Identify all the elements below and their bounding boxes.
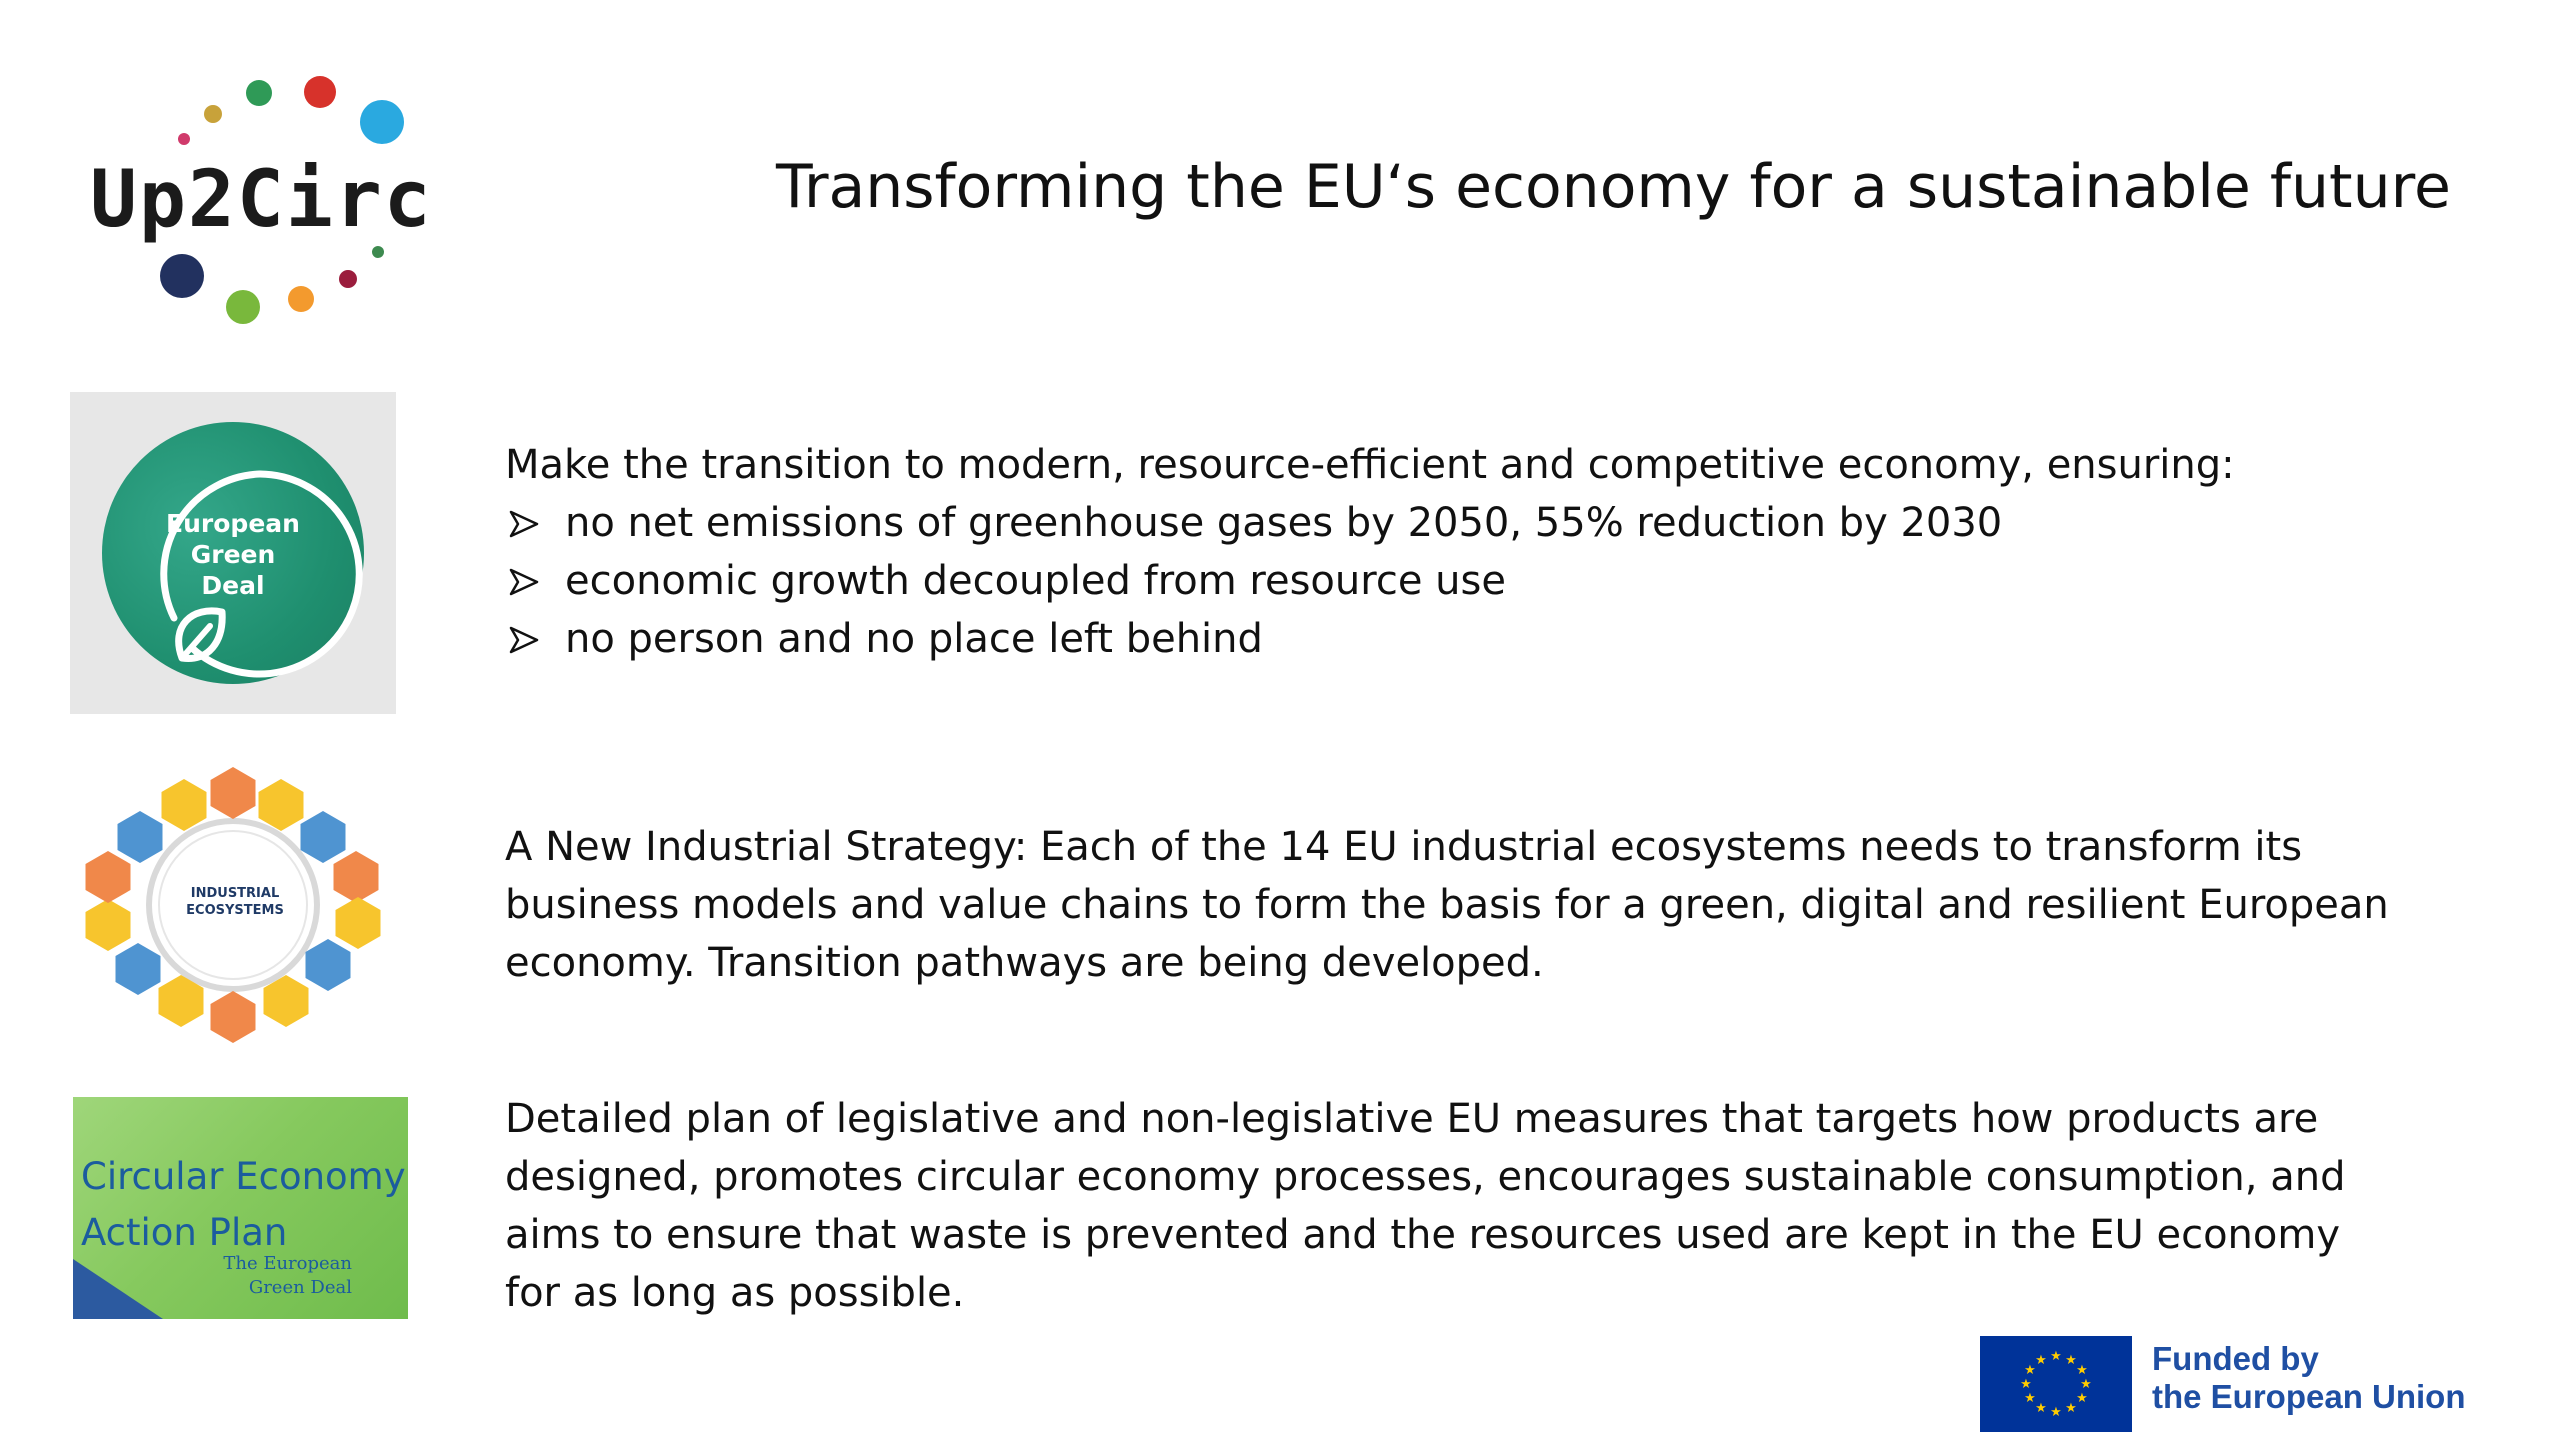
eu-funding-logo [1980, 1336, 2500, 1434]
logo-dot [360, 100, 404, 144]
green-deal-text [505, 436, 2455, 668]
page-title: Transforming the EU‘s economy for a sustainable future [776, 152, 2451, 222]
logo-dot [339, 270, 357, 288]
green-deal-intro: Make the transition to modern, resource-efficient and competitive economy, ensuring: [505, 442, 2235, 488]
circular-economy-text [505, 1090, 2405, 1322]
svg-text:★: ★ [2080, 1377, 2092, 1392]
arrowhead-bullet-icon [509, 510, 539, 538]
svg-text:★: ★ [2076, 1363, 2088, 1378]
circular-economy-paragraph: Detailed plan of legislative and non-legislative EU measures that targets how products are designed, promotes circular economy processes, encourages sustainable consumption, and aims to ensure that waste is prevented and the resources used are kept in the EU economy for as long as possible. [505, 1096, 2346, 1316]
industrial-ecosystems-label: INDUSTRIAL ECOSYSTEMS [186, 886, 284, 918]
eu-stars-icon [1980, 1336, 2132, 1432]
svg-text:★: ★ [2065, 1353, 2077, 1368]
green-deal-bullets [505, 494, 2455, 668]
logo-dot [304, 76, 336, 108]
cover-subtitle: The European Green Deal [223, 1253, 352, 1298]
svg-text:★: ★ [2076, 1391, 2088, 1406]
logo-dot [226, 290, 260, 324]
logo-dot [372, 246, 384, 258]
logo-wordmark: Up2Circ [90, 155, 433, 245]
svg-text:★: ★ [2020, 1377, 2032, 1392]
industrial-strategy-text [505, 818, 2405, 992]
bullet-item: no net emissions of greenhouse gases by 2050, 55% reduction by 2030 [505, 494, 2455, 552]
logo-dot [160, 254, 204, 298]
cover-title: Circular Economy Action Plan [81, 1155, 406, 1254]
logo-dot [246, 80, 272, 106]
svg-text:★: ★ [2065, 1401, 2077, 1416]
industrial-ecosystems-diagram [60, 765, 406, 1045]
svg-text:★: ★ [2035, 1401, 2047, 1416]
industrial-strategy-paragraph: A New Industrial Strategy: Each of the 14 EU industrial ecosystems needs to transform its business models and value chains to form the basis for a green, digital and resilient European economy. Transition pathways are being developed. [505, 824, 2389, 986]
logo-dot [178, 133, 190, 145]
svg-text:★: ★ [2050, 1405, 2062, 1420]
svg-text:★: ★ [2024, 1363, 2036, 1378]
funded-by-eu-text: Funded by the European Union [2152, 1340, 2466, 1415]
logo-dot [204, 105, 222, 123]
cover-corner-decoration [73, 1259, 163, 1319]
green-deal-badge-text: European Green Deal [166, 509, 300, 600]
eu-flag-icon [1980, 1336, 2132, 1432]
green-deal-image [70, 392, 396, 714]
arrowhead-bullet-icon [509, 568, 539, 596]
circular-economy-action-plan-cover [73, 1097, 408, 1319]
bullet-item: no person and no place left behind [505, 610, 2455, 668]
svg-text:★: ★ [2050, 1349, 2062, 1364]
bullet-item: economic growth decoupled from resource use [505, 552, 2455, 610]
arrowhead-bullet-icon [509, 626, 539, 654]
svg-text:★: ★ [2024, 1391, 2036, 1406]
up2circ-logo [60, 60, 460, 340]
logo-dot [288, 286, 314, 312]
svg-text:★: ★ [2035, 1353, 2047, 1368]
green-deal-badge [102, 422, 364, 684]
